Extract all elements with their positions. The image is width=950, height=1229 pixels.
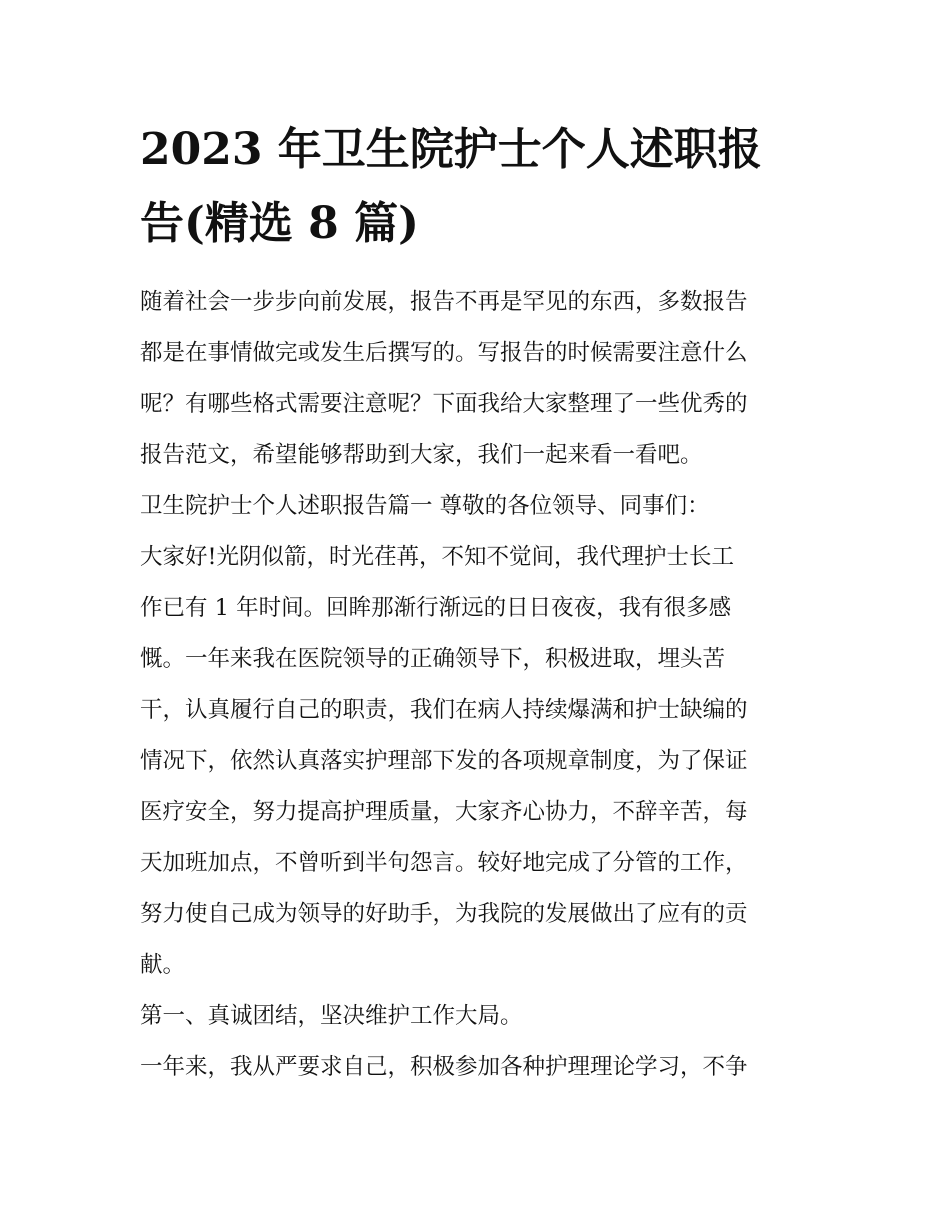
body-line: 努力使自己成为领导的好助手，为我院的发展做出了应有的贡 (140, 901, 748, 927)
body-line: 情况下，依然认真落实护理部下发的各项规章制度，为了保证 (140, 748, 748, 774)
body-line: 一年来，我从严要求自己，积极参加各种护理理论学习，不争 (140, 1054, 748, 1080)
title-line: 2023 年卫生院护士个人述职报 (140, 124, 762, 175)
body-line: 天加班加点，不曾听到半句怨言。较好地完成了分管的工作， (140, 850, 748, 876)
body-line: 报告范文，希望能够帮助到大家，我们一起来看一看吧。 (140, 442, 703, 468)
body-line: 都是在事情做完或发生后撰写的。写报告的时候需要注意什么 (140, 340, 748, 366)
title-line: 告(精选 8 篇) (140, 198, 419, 249)
subsection-heading-line: 第一、真诚团结，坚决维护工作大局。 (140, 1003, 523, 1029)
body-line: 大家好!光阴似箭，时光荏苒，不知不觉间，我代理护士长工 (140, 544, 735, 570)
body-line: 献。 (140, 952, 186, 978)
section-heading-line: 卫生院护士个人述职报告篇一 尊敬的各位领导、同事们： (140, 493, 710, 519)
body-line: 作已有 1 年时间。回眸那渐行渐远的日日夜夜，我有很多感 (140, 595, 732, 621)
body-line: 干，认真履行自己的职责，我们在病人持续爆满和护士缺编的 (140, 697, 748, 723)
body-line: 随着社会一步步向前发展，报告不再是罕见的东西，多数报告 (140, 289, 748, 315)
body-line: 医疗安全，努力提高护理质量，大家齐心协力，不辞辛苦，每 (140, 799, 748, 825)
document-body (140, 277, 815, 1093)
body-line: 慨。一年来我在医院领导的正确领导下，积极进取，埋头苦 (140, 646, 726, 672)
document-title (140, 113, 815, 261)
body-line: 呢？有哪些格式需要注意呢？下面我给大家整理了一些优秀的 (140, 391, 748, 417)
